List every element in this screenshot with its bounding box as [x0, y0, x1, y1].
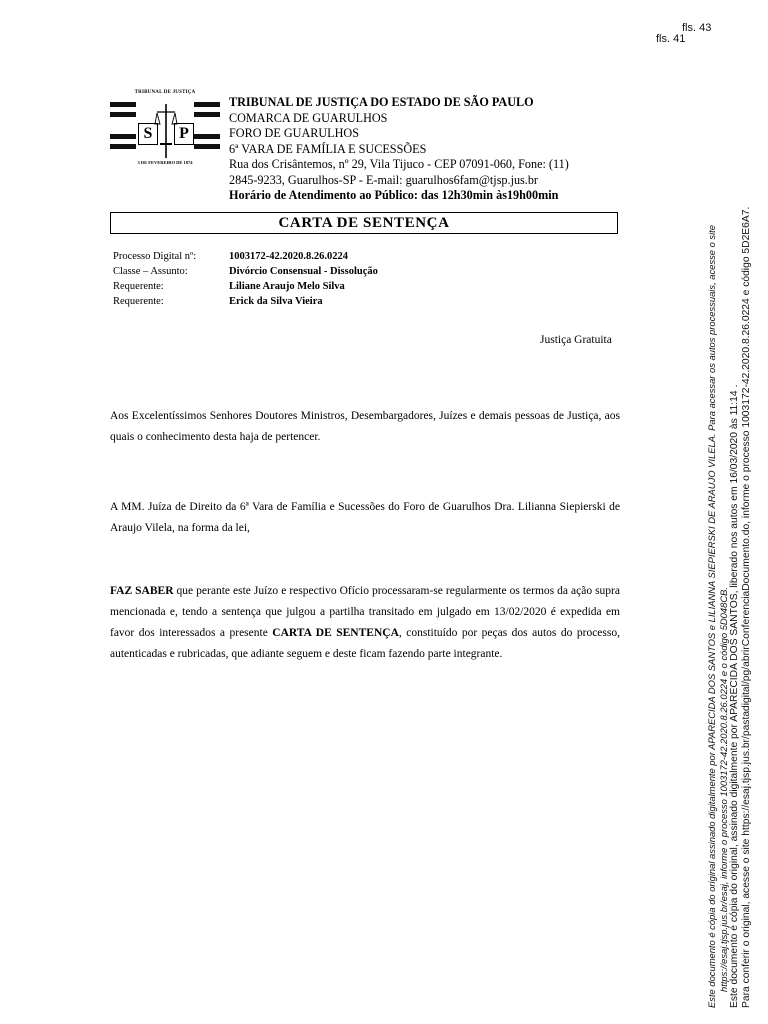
- logo-top-text: TRIBUNAL DE JUSTIÇA: [134, 90, 196, 95]
- logo-letter-p: P: [174, 123, 194, 145]
- faz-saber-emphasis: CARTA DE SENTENÇA: [272, 627, 399, 639]
- court-header: [229, 95, 569, 204]
- foro: FORO DE GUARULHOS: [229, 126, 360, 140]
- court-seal-logo: [110, 90, 220, 170]
- document-title: CARTA DE SENTENÇA: [110, 212, 618, 234]
- faz-saber-text-2: , constituído por peças dos autos do processo, autenticadas e rubricadas, que adiante seguem e deste ficam fazendo parte integrante.: [110, 627, 620, 660]
- opening-hours: Horário de Atendimento ao Público: das 12h30min às19h00min: [229, 188, 559, 202]
- case-info-label: Requerente:: [113, 296, 164, 307]
- logo-bottom-text: 3 DE FEVEREIRO DE 1874: [137, 160, 193, 165]
- case-info-value: Divórcio Consensual - Dissolução: [229, 266, 378, 277]
- case-info-label: Classe – Assunto:: [113, 266, 188, 277]
- digital-signature-notes: [706, 207, 753, 1008]
- justica-gratuita: Justiça Gratuita: [540, 334, 612, 346]
- address-line-1: Rua dos Crisântemos, nº 29, Vila Tijuco - CEP 07091-060, Fone: (11): [229, 157, 569, 171]
- signature-note-line-2: https://esaj.tjsp.jus.br/esaj, informe o processo 1003172-42.2020.8.26.0224 e o código 5D048CB.: [717, 587, 729, 992]
- logo-letter-s: S: [138, 123, 158, 145]
- address-line-2: 2845-9233, Guarulhos-SP - E-mail: guarulhos6fam@tjsp.jus.br: [229, 172, 538, 187]
- paragraph-faz-saber: [110, 581, 620, 665]
- scales-of-justice-icon: [154, 102, 178, 158]
- case-info-value: Liliane Araujo Melo Silva: [229, 281, 345, 292]
- faz-saber-lead: FAZ SABER: [110, 585, 174, 597]
- signature-note-line-1: Este documento é cópia do original assinado digitalmente por APARECIDA DOS SANTOS e LILIANNA SIEPIERSKI DE ARAUJO VILELA. Para acessar os autos processuais, acesse o site: [706, 224, 717, 1008]
- signature-note-line-3: Este documento é cópia do original, assinado digitalmente por APARECIDA DOS SANTOS, liberado nos autos em 16/03/2020 às 11:14 .: [729, 384, 740, 1008]
- faz-saber-text-1: que perante este Juízo e respectivo Ofício processaram-se regularmente os termos da ação supra mencionada e, tendo a sentença que julgou a partilha transitado em julgado em 13/02/2020 é expedida em favor dos interessados a presente: [110, 585, 620, 639]
- court-name: TRIBUNAL DE JUSTIÇA DO ESTADO DE SÃO PAULO: [229, 95, 534, 109]
- case-info-value: 1003172-42.2020.8.26.0224: [229, 251, 348, 262]
- page-number-current: fls. 43: [682, 22, 712, 34]
- page-number-original: fls. 41: [656, 33, 686, 45]
- paragraph-salutation: Aos Excelentíssimos Senhores Doutores Ministros, Desembargadores, Juízes e demais pessoas de Justiça, aos quais o conhecimento desta haja de pertencer.: [110, 410, 620, 443]
- comarca: COMARCA DE GUARULHOS: [229, 110, 388, 125]
- case-info-label: Requerente:: [113, 281, 164, 292]
- vara: 6ª VARA DE FAMÍLIA E SUCESSÕES: [229, 141, 427, 156]
- case-info-label: Processo Digital nº:: [113, 251, 197, 262]
- signature-note-line-4: Para conferir o original, acesse o site https://esaj.tjsp.jus.br/pastadigital/pg/abrirConferenciaDocumento.do, informe o processo 1003172-42.2020.8.26.0224 e código 5D2E6A7.: [741, 206, 752, 1008]
- case-info-value: Erick da Silva Vieira: [229, 296, 323, 307]
- paragraph-judge: A MM. Juíza de Direito da 6ª Vara de Família e Sucessões do Foro de Guarulhos Dra. Lilianna Siepierski de Araujo Vilela, na forma da lei,: [110, 501, 620, 534]
